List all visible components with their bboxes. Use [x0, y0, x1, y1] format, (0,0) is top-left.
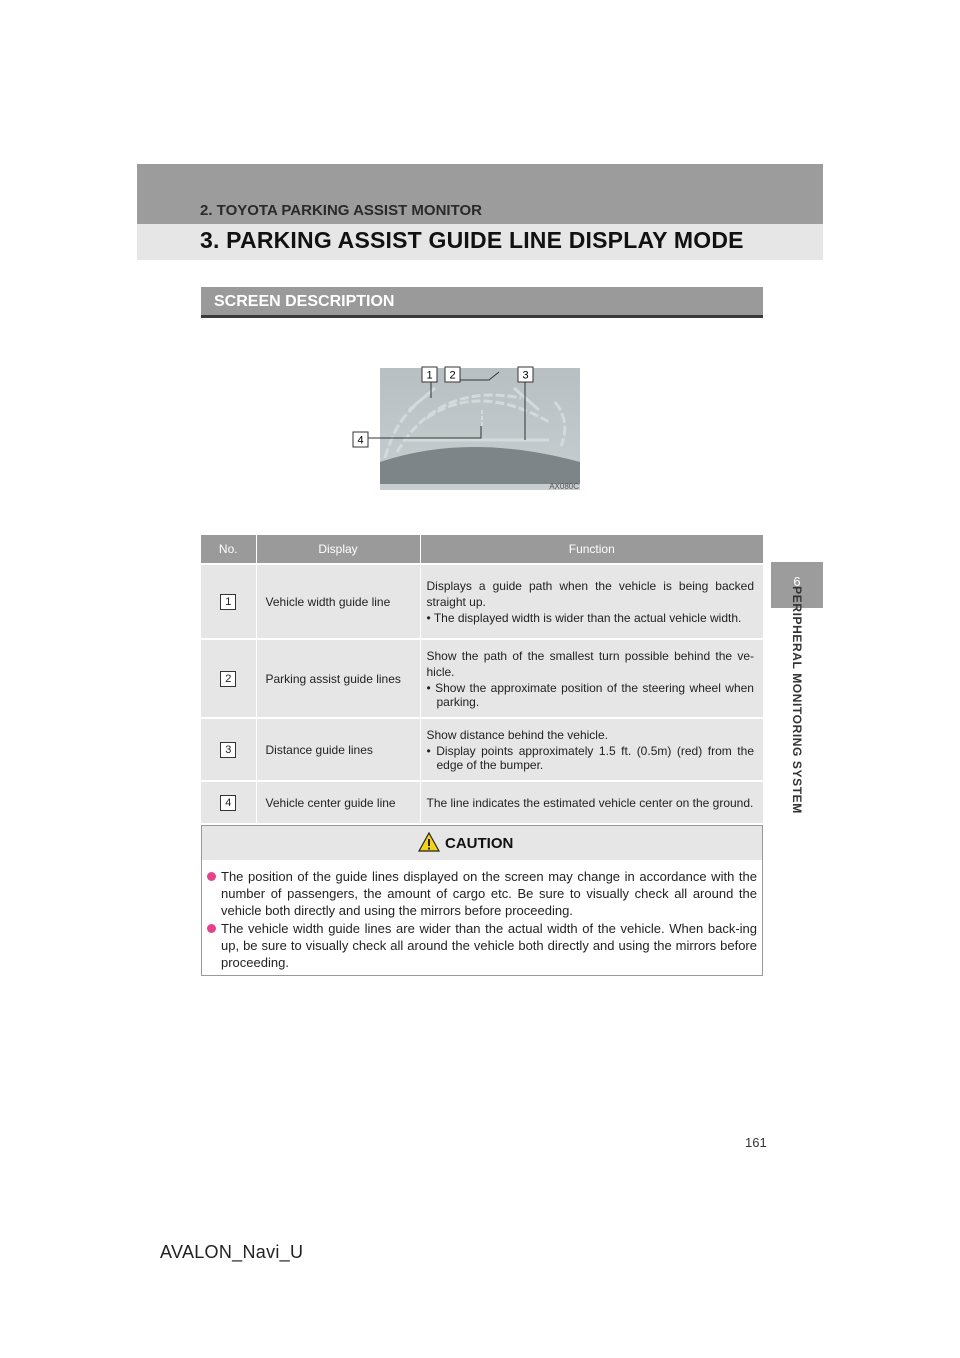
callout-number: 3 [522, 369, 529, 382]
chapter-label: PERIPHERAL MONITORING SYSTEM [790, 586, 804, 814]
callout-number: 1 [426, 369, 433, 382]
row-display: Vehicle width guide line [256, 564, 420, 639]
table-row [201, 639, 763, 718]
section-label: 2. TOYOTA PARKING ASSIST MONITOR [200, 202, 482, 219]
caution-header [202, 826, 762, 860]
row-bullet: • Display points approximately 1.5 ft. (0.5m) (red) from the edge of the bumper. [426, 744, 754, 772]
bullet-icon [207, 924, 216, 933]
row-bullet: • Show the approximate position of the steering wheel when parking. [426, 681, 754, 709]
row-display: Distance guide lines [256, 718, 420, 781]
figure-code: AX080C [549, 482, 579, 491]
page-number: 161 [745, 1135, 767, 1150]
function-table [201, 535, 763, 823]
sub-heading: SCREEN DESCRIPTION [214, 293, 395, 310]
row-number: 4 [220, 795, 236, 811]
col-header-function: Function [420, 535, 763, 564]
col-header-no: No. [201, 535, 256, 564]
row-function: Show the path of the smallest turn possible behind the ve-hicle. [426, 649, 754, 679]
caution-item: The position of the guide lines displayed on the screen may change in accordance with the number of passengers, the amount of cargo etc. Be sure to visually check all around the vehicle both directly and using the mirrors before proceeding. [207, 868, 757, 919]
warning-triangle-icon [418, 832, 440, 852]
row-display: Vehicle center guide line [256, 781, 420, 823]
page-title: 3. PARKING ASSIST GUIDE LINE DISPLAY MODE [200, 227, 744, 253]
document-code: AVALON_Navi_U [160, 1242, 304, 1262]
table-row [201, 781, 763, 823]
sub-heading-bar [201, 287, 763, 318]
callout-number: 2 [449, 369, 456, 382]
row-display: Parking assist guide lines [256, 639, 420, 718]
row-function: The line indicates the estimated vehicle center on the ground. [420, 781, 763, 823]
row-function: Show distance behind the vehicle. [426, 728, 608, 742]
caution-item: The vehicle width guide lines are wider than the actual width of the vehicle. When back-ing up, be sure to visually check all around the vehicle both directly and using the mirrors before proceeding. [207, 920, 757, 971]
caution-box [201, 825, 763, 976]
row-number: 3 [220, 742, 236, 758]
chapter-number: 6 [793, 574, 801, 589]
row-number: 1 [220, 594, 236, 610]
bullet-icon [207, 872, 216, 881]
table-header-row [201, 535, 763, 564]
table-row [201, 718, 763, 781]
row-function: Displays a guide path when the vehicle is being backed straight up. [426, 579, 754, 609]
col-header-display: Display [256, 535, 420, 564]
guide-line-figure [349, 362, 589, 497]
caution-title: CAUTION [445, 835, 514, 852]
table-row [201, 564, 763, 639]
row-number: 2 [220, 671, 236, 687]
callout-number: 4 [357, 434, 364, 447]
row-bullet: • The displayed width is wider than the actual vehicle width. [426, 611, 742, 625]
